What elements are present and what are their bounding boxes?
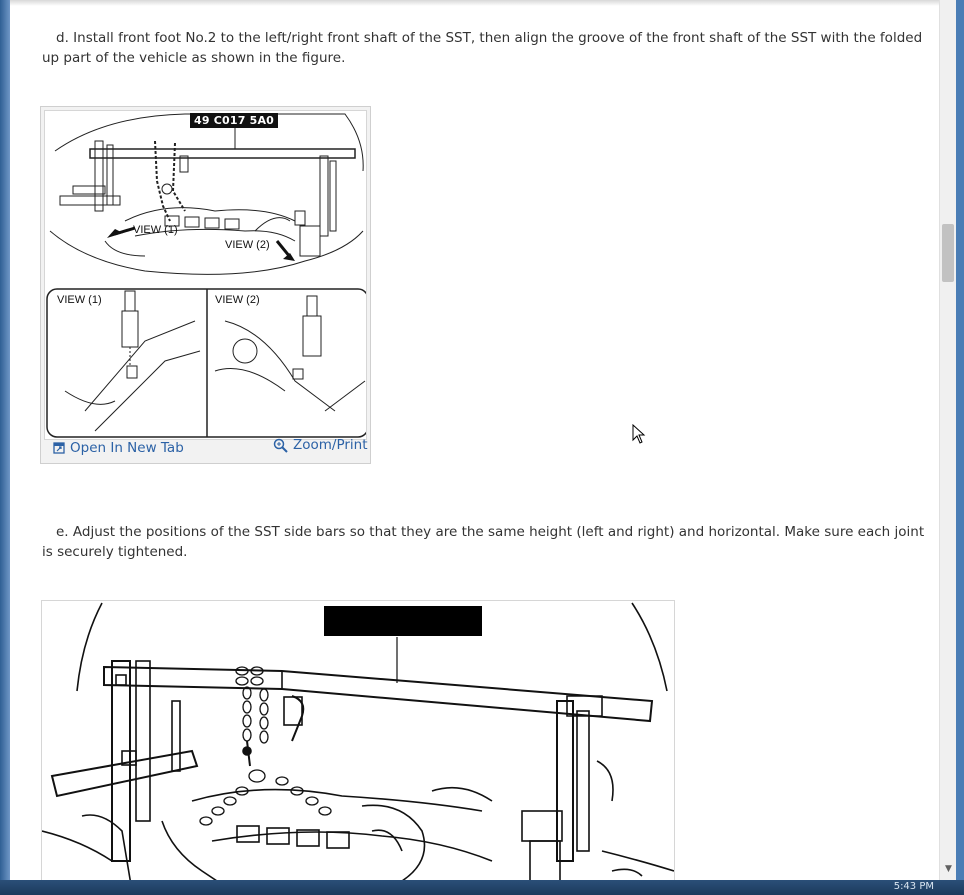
- engine-support-diagram-1: [45, 111, 366, 439]
- open-in-new-tab-link[interactable]: Open In New Tab: [53, 440, 184, 456]
- inset-view-2-label: VIEW (2): [215, 294, 260, 306]
- magnifier-icon: [273, 438, 288, 453]
- scrollbar-thumb[interactable]: [942, 224, 954, 282]
- view-2-callout: VIEW (2): [225, 239, 270, 251]
- figure-1-card: [40, 106, 371, 464]
- mouse-cursor-icon: [632, 424, 646, 444]
- taskbar-clock: 5:43 PM: [893, 881, 934, 892]
- figure-1-image[interactable]: [44, 110, 367, 440]
- view-1-callout: VIEW (1): [133, 224, 178, 236]
- part-number-label: 49 C017 5A0: [190, 113, 278, 128]
- scroll-down-arrow-icon[interactable]: ▼: [945, 864, 952, 874]
- open-new-tab-icon: [53, 442, 65, 454]
- redacted-part-label: [324, 606, 482, 636]
- zoom-print-link[interactable]: Zoom/Print: [273, 437, 368, 453]
- document-page: [10, 0, 939, 880]
- window-left-edge: [0, 0, 10, 880]
- step-d-text: d. Install front foot No.2 to the left/right front shaft of the SST, then align the groove of the front shaft of the SST with the folded up part of the vehicle as shown in the figure.: [42, 30, 923, 66]
- engine-support-diagram-2: [42, 601, 674, 880]
- figure-2-image[interactable]: [41, 600, 675, 880]
- taskbar: [0, 880, 964, 895]
- step-e-text: e. Adjust the positions of the SST side bars so that they are the same height (left and right) and horizontal. Make sure each joint is securely tightened.: [42, 524, 925, 560]
- page-top-shadow: [10, 0, 939, 6]
- window-right-edge: [956, 0, 964, 880]
- inset-view-1-label: VIEW (1): [57, 294, 102, 306]
- vertical-scrollbar[interactable]: [939, 0, 957, 880]
